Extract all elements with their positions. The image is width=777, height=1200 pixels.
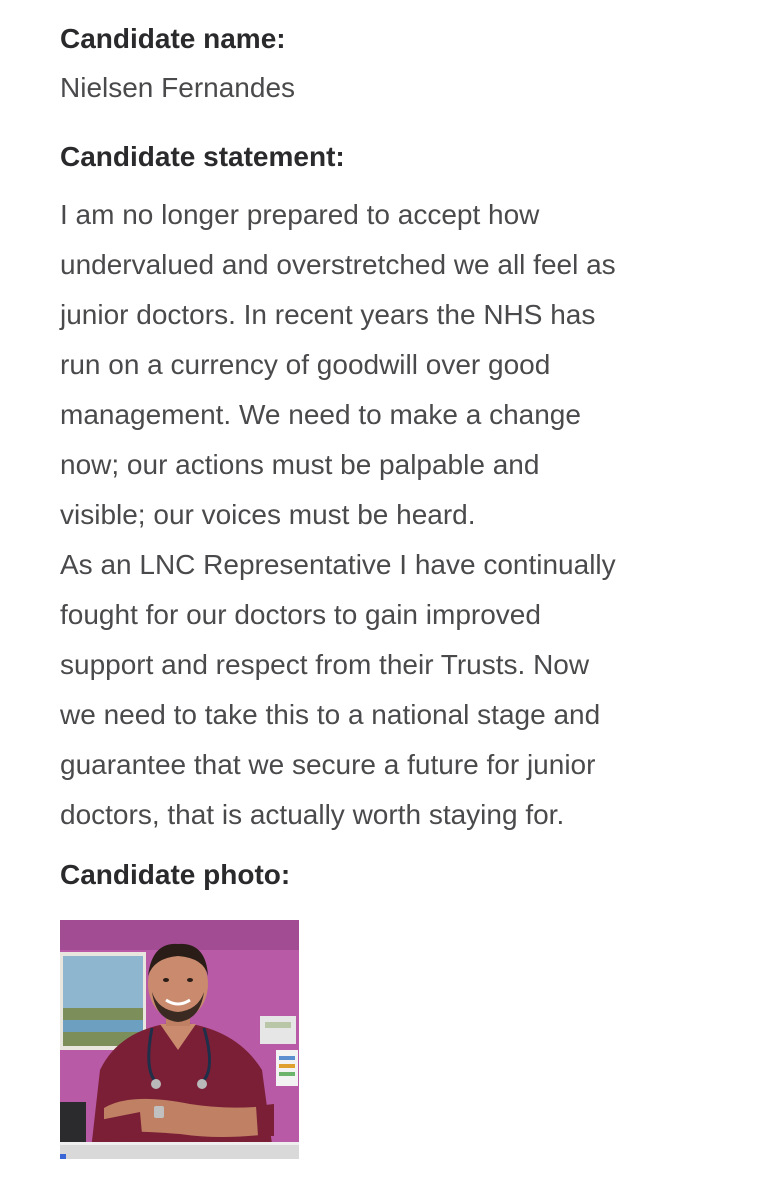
statement-line: we need to take this to a national stage and [60,699,601,730]
candidate-statement [60,190,760,840]
statement-line: support and respect from their Trusts. Now [60,649,590,680]
statement-line: I am no longer prepared to accept how [60,199,540,230]
candidate-name-label: Candidate name: [60,23,286,54]
statement-line: As an LNC Representative I have continually [60,549,616,580]
candidate-statement-label: Candidate statement: [60,141,345,172]
statement-line: undervalued and overstretched we all feel as [60,249,616,280]
statement-line: junior doctors. In recent years the NHS has [60,299,596,330]
candidate-photo [60,920,299,1159]
candidate-photo-illustration [60,920,299,1159]
statement-line: run on a currency of goodwill over good [60,349,551,380]
candidate-name: Nielsen Fernandes [60,72,296,103]
statement-line: fought for our doctors to gain improved [60,599,541,630]
statement-line: management. We need to make a change [60,399,581,430]
candidate-photo-label: Candidate photo: [60,859,291,890]
statement-line: guarantee that we secure a future for junior [60,749,596,780]
statement-line: visible; our voices must be heard. [60,499,476,530]
statement-line: now; our actions must be palpable and [60,449,540,480]
statement-line: doctors, that is actually worth staying for. [60,799,565,830]
